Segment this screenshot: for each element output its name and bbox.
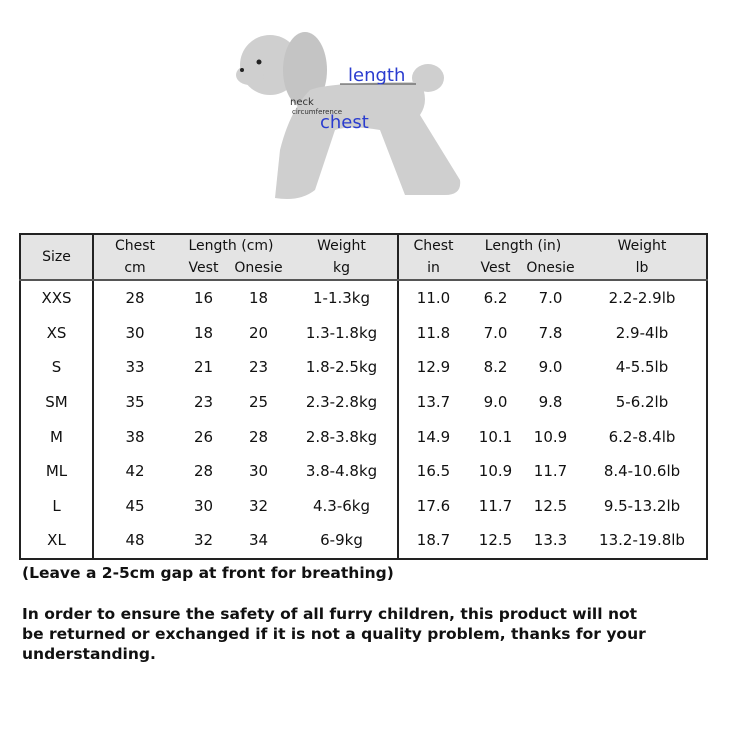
table-cell: 28 [93,280,176,316]
header-chest-cm: Chest [93,234,176,257]
table-cell: 11.7 [533,462,568,481]
label-length: length [348,65,406,86]
unit-in: in [398,257,468,280]
table-cell: 7.8 [538,323,563,342]
table-row [20,454,707,489]
table-cell: 7.0 [538,289,563,308]
table-cell: 18 [193,323,214,342]
header-chest-in: Chest [398,234,468,257]
table-cell: 23 [193,393,214,412]
table-cell: 8.4-10.6lb [603,462,681,481]
table-cell: 21 [193,358,214,377]
table-row [20,350,707,385]
dog-measurement-diagram [230,20,490,210]
table-cell: 2.9-4lb [615,323,669,342]
label-circumference: circumference [292,108,343,116]
table-cell: 2.8-3.8kg [305,427,378,446]
table-cell: 16 [193,289,214,308]
table-row [20,280,707,316]
table-row [20,316,707,351]
label-neck: neck [290,97,314,108]
table-cell: 6.2-8.4lb [608,427,676,446]
table-cell: 1.3-1.8kg [305,323,378,342]
table-cell: 7.0 [483,323,508,342]
unit-lb: lb [578,257,707,280]
table-cell: XL [47,531,66,550]
table-cell: 2.3-2.8kg [305,393,378,412]
table-cell: 13.3 [533,531,568,550]
header-vest-cm: Vest [176,257,231,280]
header-length-cm: Length (cm) [176,234,286,257]
header-vest-in: Vest [468,257,523,280]
table-cell: 32 [193,531,214,550]
table-cell: 18 [248,289,269,308]
table-cell: 1.8-2.5kg [305,358,378,377]
table-cell: 10.9 [478,462,513,481]
table-cell: 12.5 [478,531,513,550]
header-length-in: Length (in) [468,234,578,257]
unit-kg: kg [286,257,398,280]
table-cell: 33 [93,350,176,385]
header-weight-kg: Weight [286,234,398,257]
table-cell: 28 [193,462,214,481]
table-cell: XXS [41,289,72,308]
table-cell: 9.0 [538,358,563,377]
table-cell: 4.3-6kg [312,496,371,515]
table-cell: 48 [93,523,176,559]
table-cell: 14.9 [398,419,468,454]
table-cell: 38 [93,419,176,454]
table-cell: 26 [193,427,214,446]
table-cell: 16.5 [398,454,468,489]
table-cell: 30 [193,496,214,515]
table-cell: 45 [93,489,176,524]
return-policy-note: In order to ensure the safety of all furry children, this product will not be returned or exchanged if it is not a quality problem, thanks for your understanding. [22,605,646,663]
breathing-note: (Leave a 2-5cm gap at front for breathing) [22,564,394,582]
table-cell: 8.2 [483,358,508,377]
table-cell: 30 [93,316,176,351]
table-cell: 3.8-4.8kg [305,462,378,481]
table-cell: 20 [248,323,269,342]
header-weight-lb: Weight [578,234,707,257]
table-cell: 10.9 [533,427,568,446]
table-cell: 25 [248,393,269,412]
table-cell: 42 [93,454,176,489]
table-cell: 35 [93,385,176,420]
table-cell: 28 [248,427,269,446]
table-cell: 18.7 [398,523,468,559]
table-cell: L [52,496,61,515]
table-cell: 30 [248,462,269,481]
table-cell: 6.2 [483,289,508,308]
unit-cm: cm [93,257,176,280]
table-cell: 4-5.5lb [615,358,669,377]
table-cell: 13.7 [398,385,468,420]
table-cell: 12.5 [533,496,568,515]
table-row [20,385,707,420]
table-cell: ML [45,462,68,481]
table-cell: M [50,427,63,446]
table-cell: 17.6 [398,489,468,524]
header-onesie-cm: Onesie [231,257,286,280]
table-cell: 11.0 [398,280,468,316]
table-cell: 23 [248,358,269,377]
table-cell: 34 [248,531,269,550]
table-cell: 11.8 [398,316,468,351]
table-cell: 2.2-2.9lb [608,289,676,308]
table-cell: 12.9 [398,350,468,385]
table-cell: 5-6.2lb [615,393,669,412]
table-row [20,419,707,454]
table-row [20,523,707,559]
table-cell: XS [46,323,67,342]
table-cell: S [51,358,62,377]
table-cell: 32 [248,496,269,515]
table-cell: 1-1.3kg [312,289,371,308]
header-onesie-in: Onesie [523,257,578,280]
label-chest: chest [320,112,369,133]
table-cell: 9.5-13.2lb [603,496,681,515]
table-cell: 9.8 [538,393,563,412]
table-row [20,489,707,524]
size-chart-table [19,233,708,560]
header-size: Size [20,234,93,280]
table-cell: 6-9kg [320,531,363,550]
table-cell: 11.7 [478,496,513,515]
table-cell: 9.0 [483,393,508,412]
table-cell: SM [45,393,68,412]
table-cell: 13.2-19.8lb [599,531,685,550]
table-cell: 10.1 [478,427,513,446]
